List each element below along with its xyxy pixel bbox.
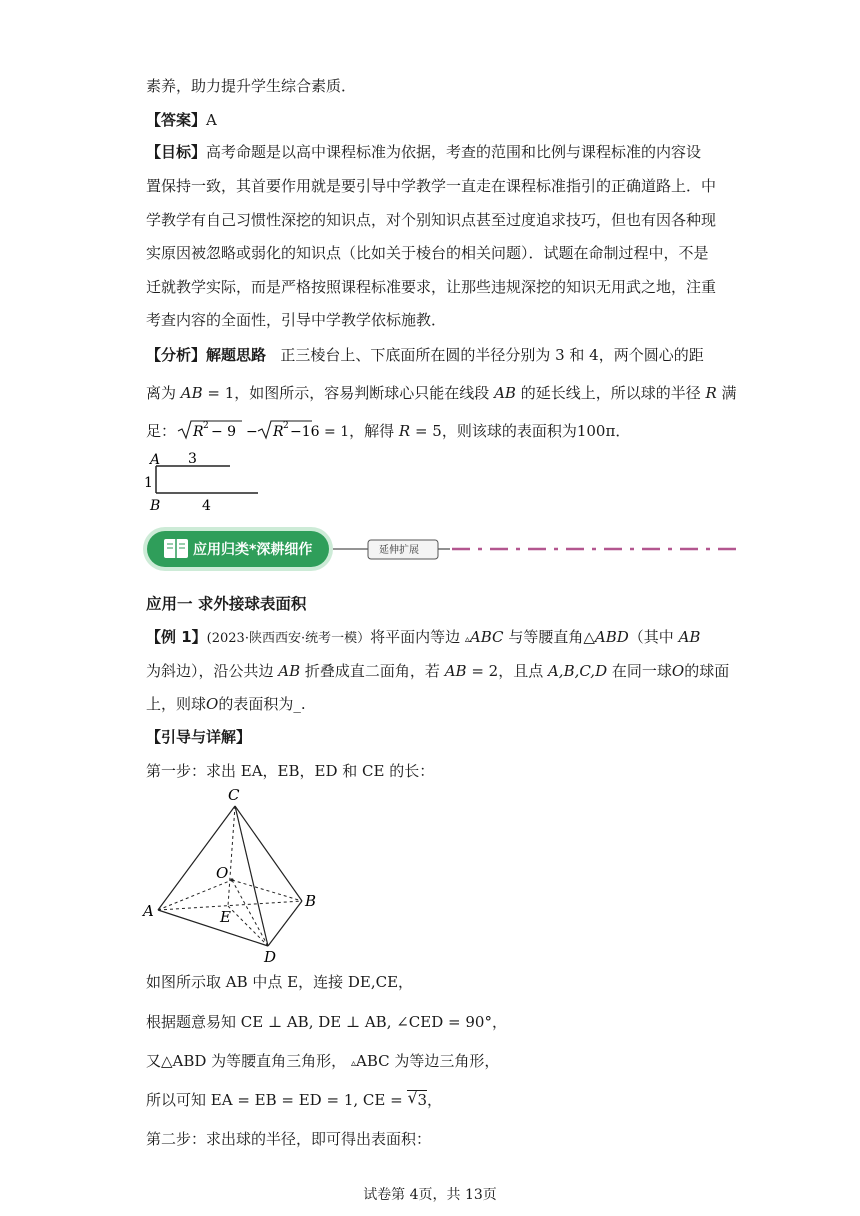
solution-line: 所以可知 EA = EB = ED = 1, CE = √ 3， [146,1088,442,1109]
frustum-section-figure [140,448,270,514]
example-line: 【例 1】(2023·陕西西安·统考一模）将平面内等边 ▵ABC 与等腰直角△ABD（其中 AB [146,628,701,646]
svg-text:−16: −16 [290,424,320,440]
section-banner [140,524,745,574]
banner-sub-label: 延伸扩展 [379,545,419,556]
label-a: A [150,452,161,468]
svg-text:− 9: − 9 [211,424,237,440]
solution-line: 又△ABD 为等腰直角三角形， ▵ABC 为等边三角形， [146,1052,500,1070]
analysis-line: 足： R 2 − 9 − R 2 −16 = 1，解得 R = 5，则该球的表面积为100π． [146,418,630,442]
svg-text:2: 2 [203,421,209,431]
goal-line: 迁就教学实际，而是严格按照课程标准要求，让那些违规深挖的知识无用武之地，注重 [146,278,717,296]
book-icon [164,539,188,558]
section-title: 应用一 求外接球表面积 [146,595,307,613]
svg-text:R: R [193,424,204,440]
label-b: B [150,498,161,514]
guide-heading: 【引导与详解】 [146,728,252,746]
banner-main-label: 应用归类*深耕细作 [193,542,313,558]
goal-line: 置保持一致，其首要作用就是要引导中学教学一直走在课程标准指引的正确道路上．中 [146,177,717,195]
label-e: E [220,908,231,926]
label-o: O [216,864,229,882]
label-b: B [305,892,317,910]
label-c: C [228,786,240,804]
svg-text:R: R [273,424,284,440]
analysis-line: 离为 AB = 1，如图所示，容易判断球心只能在线段 AB 的延长线上，所以球的半径 R 满 [146,384,737,402]
step-2: 第二步：求出球的半径，即可得出表面积： [146,1130,432,1148]
svg-text:−: − [246,424,258,440]
label-bottom-length: 4 [202,498,211,514]
step-1: 第一步：求出 EA，EB，ED 和 CE 的长： [146,762,435,780]
goal-line: 学教学有自己习惯性深挖的知识点，对个别知识点甚至过度追求技巧，但也有因各种现 [146,211,717,229]
label-side-length: 1 [144,475,153,491]
example-line: 为斜边），沿公共边 AB 折叠成直二面角，若 AB = 2，且点 A,B,C,D 在同一球O的球面 [146,662,730,680]
goal-line: 实原因被忽略或弱化的知识点（比如关于棱台的相关问题）．试题在命制过程中，不是 [146,244,709,262]
goal-line: 考查内容的全面性，引导中学教学依标施教． [146,311,447,329]
analysis-line: 【分析】解题思路 正三棱台上、下底面所在圆的半径分别为 3 和 4，两个圆心的距 [146,346,704,364]
tetrahedron-figure [140,784,330,966]
label-d: D [264,948,277,966]
svg-text:2: 2 [283,421,289,431]
example-line: 上，则球O的表面积为_. [146,695,306,713]
page-footer: 试卷第 4页，共 13页 [363,1187,497,1203]
solution-line: 如图所示取 AB 中点 E，连接 DE,CE， [146,973,414,991]
text-line: 素养，助力提升学生综合素质． [146,77,357,95]
label-top-length: 3 [188,451,197,467]
solution-line: 根据题意易知 CE ⊥ AB, DE ⊥ AB, ∠CED = 90°， [146,1013,507,1031]
goal-line: 【目标】高考命题是以高中课程标准为依据，考查的范围和比例与课程标准的内容设 [146,143,702,161]
answer-line: 【答案】A [146,111,217,129]
radical-equation [176,418,324,442]
label-a: A [143,902,154,920]
